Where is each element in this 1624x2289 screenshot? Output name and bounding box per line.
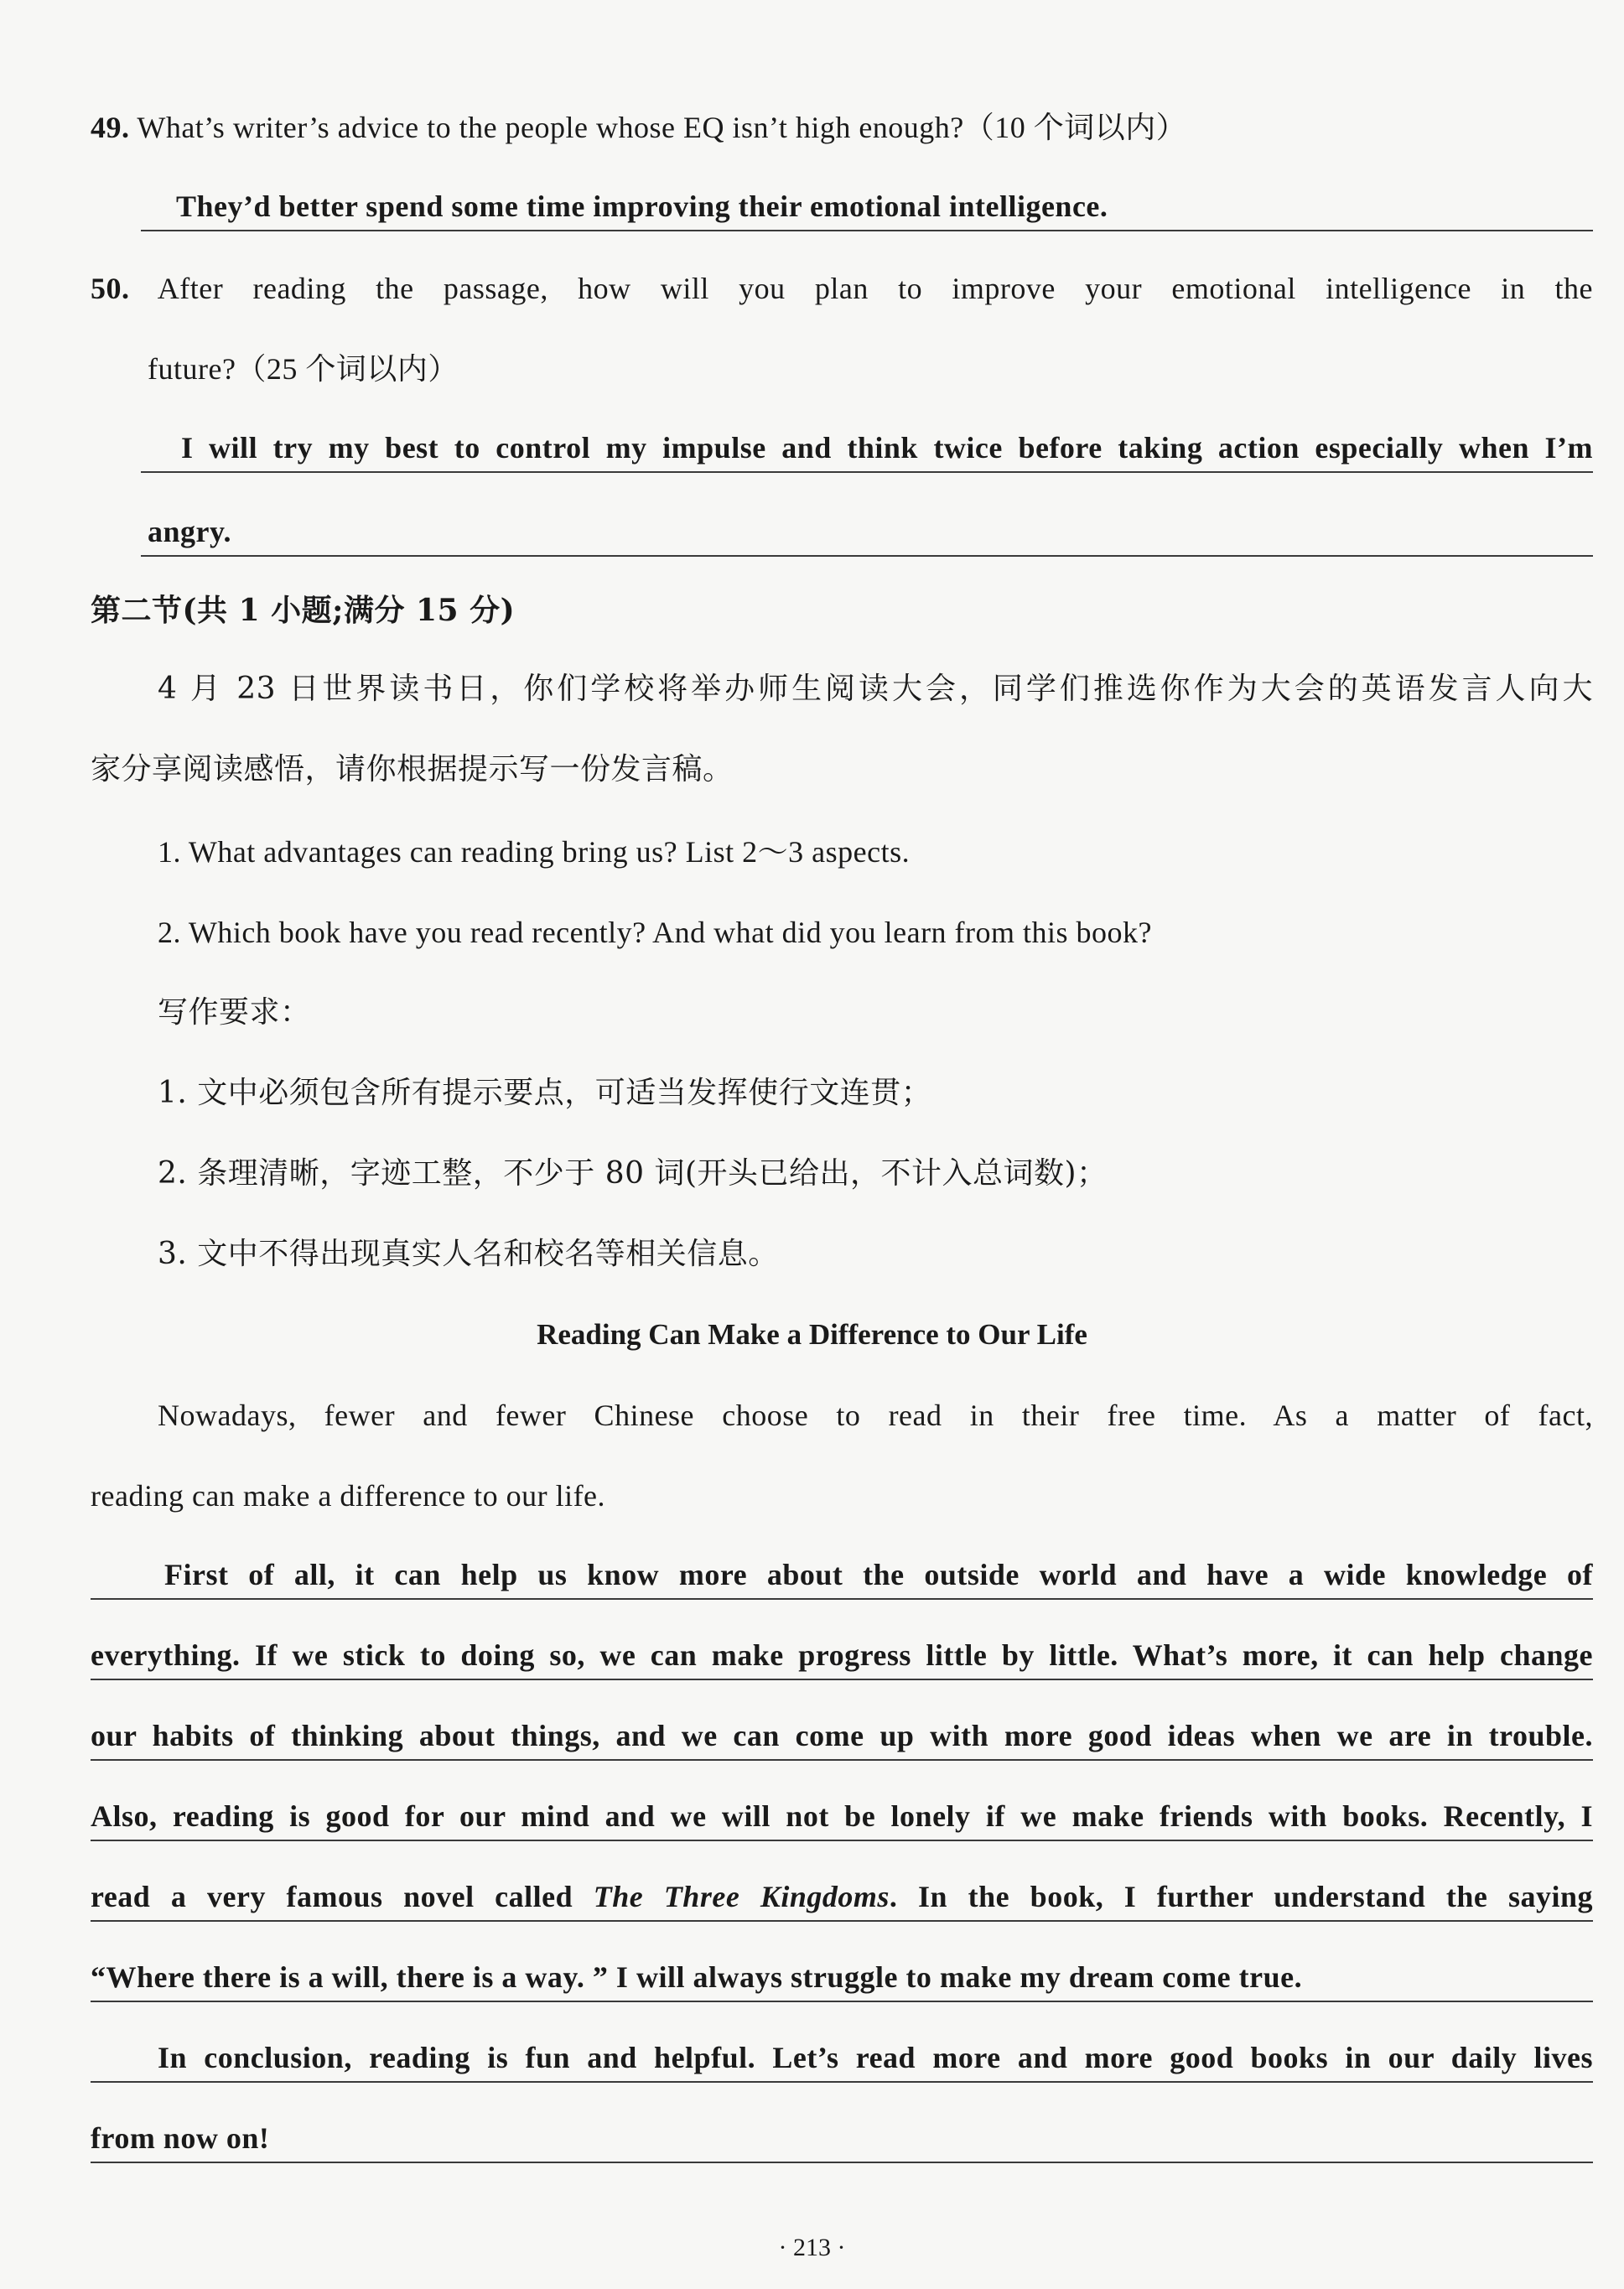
essay-body-line4: Also, reading is good for our mind and we will not be lonely if we make friends with books. Recently, I [91,1798,1593,1841]
question-49 [91,109,1593,146]
section-heading: 第二节(共 1 小题;满分 15 分) [91,593,516,628]
requirement-2: 2. 条理清晰，字迹工整，不少于 80 词(开头已给出，不计入总词数)； [158,1156,1108,1191]
hint-2: 2. Which book have you read recently? And what did you learn from this book? [158,916,1153,949]
essay-body-line2: everything. If we stick to doing so, we can make progress little by little. What’s more, it can help change [91,1637,1593,1680]
essay-body-line5 [91,1878,1593,1922]
essay-body-text: . In the book, I further understand the saying [889,1880,1593,1913]
question-number: 49. [91,111,130,144]
question-number: 50. [91,272,130,305]
essay-conclusion-line1: In conclusion, reading is fun and helpful. Let’s read more and more good books in our daily lives [91,2039,1593,2083]
question-50-line1 [91,270,1593,307]
answer-50-line2: angry. [141,513,1593,557]
requirement-1: 1. 文中必须包含所有提示要点，可适当发挥使行文连贯； [158,1076,932,1110]
requirement-3: 3. 文中不得出现真实人名和校名等相关信息。 [158,1237,779,1271]
essay-body-line6: “Where there is a will, there is a way. ” I will always struggle to make my dream come true. [91,1959,1593,2002]
question-text: What’s writer’s advice to the people whose EQ isn’t high enough?（10 个词以内） [129,111,1187,144]
writing-prompt-line1: 4 月 23 日世界读书日，你们学校将举办师生阅读大会，同学们推选你作为大会的英语发言人向大 [158,672,1593,706]
page-number: · 213 · [778,2234,846,2261]
book-title: The Three Kingdoms [593,1880,890,1913]
essay-body-line1: First of all, it can help us know more about the outside world and have a wide knowledge of [91,1556,1593,1600]
question-50-line2: future?（25 个词以内） [148,352,459,386]
answer-49: They’d better spend some time improving their emotional intelligence. [141,188,1593,231]
essay-intro-line2: reading can make a difference to our life. [91,1479,606,1513]
essay-intro-line1: Nowadays, fewer and fewer Chinese choose to read in their free time. As a matter of fact, [158,1399,1593,1432]
essay-body-text: read a very famous novel called [91,1880,594,1913]
requirements-label: 写作要求： [158,995,311,1030]
writing-prompt-line2: 家分享阅读感悟，请你根据提示写一份发言稿。 [91,752,734,786]
essay-title: Reading Can Make a Difference to Our Life [537,1318,1087,1351]
essay-conclusion-line2: from now on! [91,2120,1593,2163]
answer-50-line1: I will try my best to control my impulse and think twice before taking action especially when I’m [141,429,1593,473]
question-text: After reading the passage, how will you plan to improve your emotional intelligence in the [129,272,1593,305]
essay-body-line3: our habits of thinking about things, and we can come up with more good ideas when we are in trouble. [91,1717,1593,1761]
hint-1: 1. What advantages can reading bring us? List 2～3 aspects. [158,835,911,869]
